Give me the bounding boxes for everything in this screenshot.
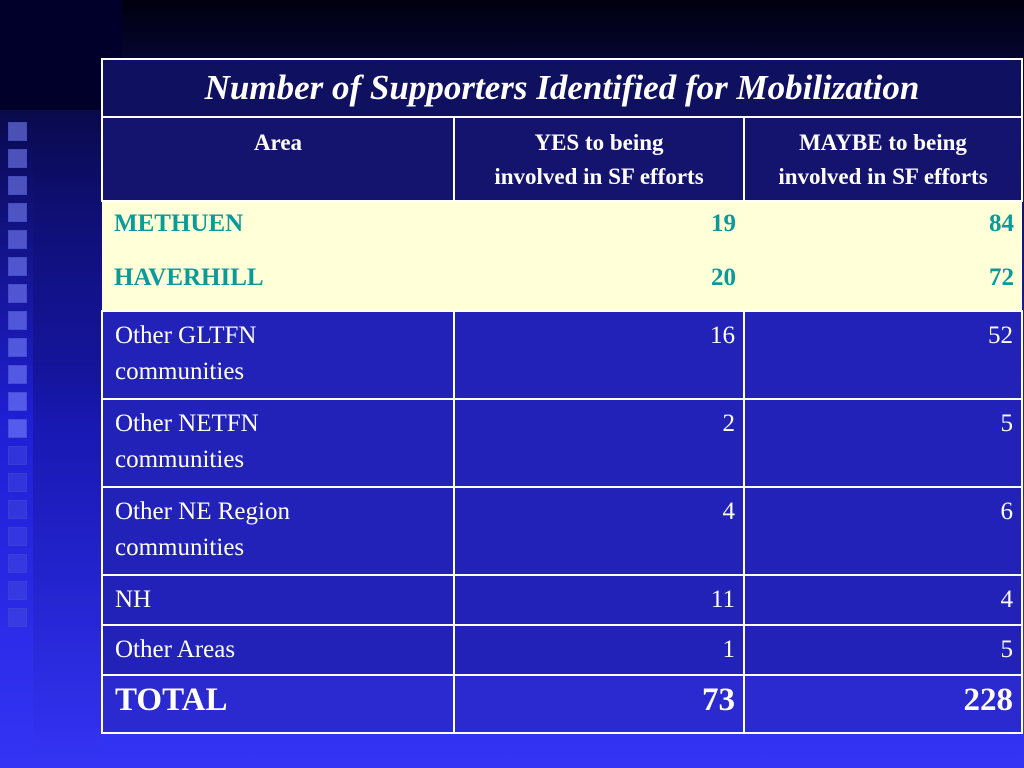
header-area [102,117,454,201]
decor-square [8,473,27,492]
cell-maybe: 5 [744,625,1022,675]
left-band-decoration [33,110,103,768]
supporters-table-container [101,58,1021,734]
cell-area: HAVERHILL [102,256,454,311]
cell-area-line-1: Other NETFN [115,410,259,437]
cell-area [102,399,454,487]
header-maybe-line-1: MAYBE to being [799,130,967,155]
header-yes-line-1: YES to being [534,130,664,155]
decor-square [8,122,27,141]
header-maybe [744,117,1022,201]
square-strip-decoration [8,122,28,627]
cell-area-line-2: communities [115,358,245,385]
cell-yes: 16 [454,311,744,399]
cell-area: NH [102,575,454,625]
decor-square [8,257,27,276]
table-row-haverhill [102,256,1022,311]
cell-yes: 19 [454,201,744,256]
table-row [102,487,1022,575]
cell-maybe: 5 [744,399,1022,487]
cell-maybe: 52 [744,311,1022,399]
total-label: TOTAL [102,675,454,733]
cell-area-line-1: Other NE Region [115,498,290,525]
decor-square [8,230,27,249]
cell-area-line-2: communities [115,534,245,561]
decor-square [8,203,27,222]
header-area-label: Area [253,130,303,155]
decor-square [8,176,27,195]
title-row [102,59,1022,117]
decor-square [8,608,27,627]
cell-area-line-1: Other GLTFN [115,322,257,349]
decor-square [8,581,27,600]
cell-maybe: 84 [744,201,1022,256]
header-yes-line-2: involved in SF efforts [494,164,704,189]
decor-square [8,554,27,573]
cell-yes: 4 [454,487,744,575]
table-row [102,399,1022,487]
total-maybe: 228 [744,675,1022,733]
decor-square [8,284,27,303]
cell-area [102,487,454,575]
cell-yes: 2 [454,399,744,487]
cell-yes: 1 [454,625,744,675]
decor-square [8,365,27,384]
table-row [102,575,1022,625]
cell-yes: 11 [454,575,744,625]
table-row-methuen [102,201,1022,256]
table-row [102,311,1022,399]
decor-square [8,149,27,168]
cell-area [102,311,454,399]
cell-area: METHUEN [102,201,454,256]
table-row [102,625,1022,675]
total-yes: 73 [454,675,744,733]
decor-square [8,446,27,465]
total-row [102,675,1022,733]
cell-maybe: 72 [744,256,1022,311]
supporters-table [101,58,1023,734]
cell-yes: 20 [454,256,744,311]
decor-square [8,527,27,546]
decor-square [8,311,27,330]
header-row [102,117,1022,201]
decor-square [8,419,27,438]
cell-area-line-2: communities [115,446,245,473]
cell-area: Other Areas [102,625,454,675]
cell-maybe: 6 [744,487,1022,575]
decor-square [8,500,27,519]
decor-square [8,338,27,357]
cell-maybe: 4 [744,575,1022,625]
decor-square [8,392,27,411]
header-yes [454,117,744,201]
header-maybe-line-2: involved in SF efforts [778,164,988,189]
table-title: Number of Supporters Identified for Mobilization [102,59,1022,117]
